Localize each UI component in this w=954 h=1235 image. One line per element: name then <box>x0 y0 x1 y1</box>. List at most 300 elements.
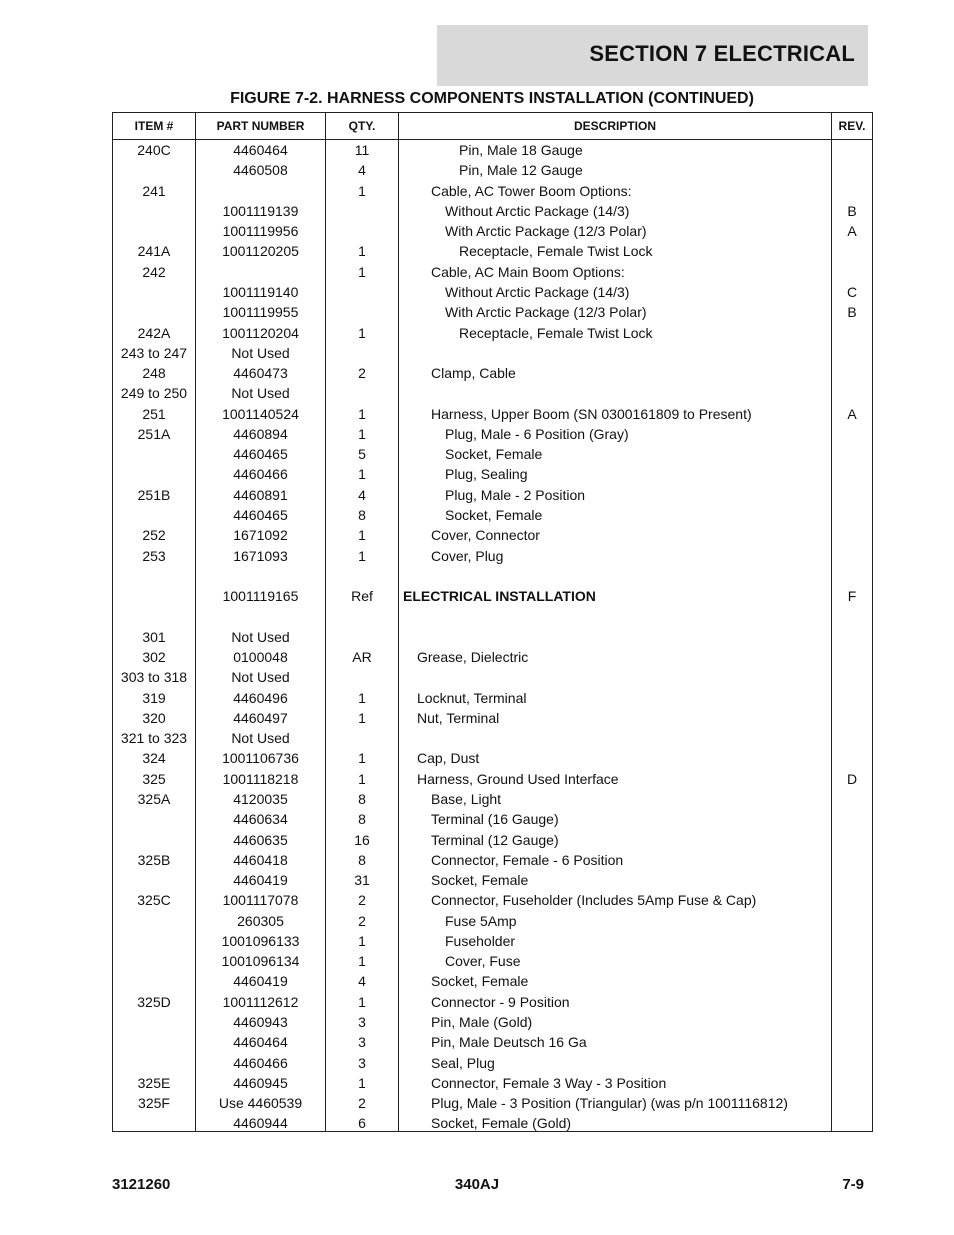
description-cell: Terminal (16 Gauge) <box>431 811 559 828</box>
description-cell <box>399 606 831 626</box>
part-number-cell: 4460945 <box>233 1074 288 1091</box>
description-cell: Cover, Connector <box>431 527 540 544</box>
description-cell: Cable, AC Main Boom Options: <box>431 263 625 280</box>
item-number-cell: 325E <box>137 1074 171 1091</box>
description-cell: Locknut, Terminal <box>417 689 527 706</box>
part-number-cell: 4460508 <box>233 162 288 179</box>
description-cell: Plug, Male - 6 Position (Gray) <box>445 425 629 442</box>
item-number-cell: 319 <box>142 689 166 706</box>
description-cell: Harness, Ground Used Interface <box>417 770 619 787</box>
qty-cell: 1 <box>358 993 366 1010</box>
qty-cell: 1 <box>358 547 366 564</box>
table-row <box>113 1012 872 1032</box>
description-cell <box>399 383 831 403</box>
section-title: SECTION 7 ELECTRICAL <box>589 41 855 66</box>
table-row <box>113 809 872 829</box>
rev-cell <box>832 444 872 464</box>
part-number-cell: 1001140524 <box>222 405 299 422</box>
qty-cell: 1 <box>358 324 366 341</box>
item-number-cell: 320 <box>142 709 166 726</box>
part-number-cell: 1001112612 <box>222 993 299 1010</box>
item-number-cell <box>113 201 195 221</box>
table-row <box>113 870 872 890</box>
item-number-cell <box>113 830 195 850</box>
table-row <box>113 992 872 1012</box>
qty-cell: 6 <box>358 1115 366 1132</box>
item-number-cell: 240C <box>137 142 171 158</box>
part-number-cell: 1001119139 <box>222 202 299 219</box>
description-cell: With Arctic Package (12/3 Polar) <box>445 304 647 321</box>
part-number-cell: 4120035 <box>233 790 288 807</box>
description-cell: Connector, Female - 6 Position <box>431 851 624 868</box>
qty-cell <box>326 201 398 221</box>
qty-cell: 8 <box>358 811 366 828</box>
qty-cell: 1 <box>358 750 366 767</box>
item-number-cell: 251 <box>142 405 166 422</box>
table-row <box>113 444 872 464</box>
item-number-cell <box>113 1113 195 1133</box>
description-cell: Socket, Female (Gold) <box>431 1115 572 1132</box>
table-row <box>113 262 872 282</box>
qty-cell: 2 <box>358 365 366 382</box>
part-number-cell: 1001120204 <box>222 324 299 341</box>
rev-cell <box>832 688 872 708</box>
item-number-cell: 241A <box>137 243 171 260</box>
rev-cell <box>832 708 872 728</box>
table-row <box>113 911 872 931</box>
part-number-cell: 260305 <box>237 912 284 929</box>
header-part-number: PART NUMBER <box>216 119 305 133</box>
part-number-cell: 4460466 <box>233 1054 288 1071</box>
rev-cell <box>832 789 872 809</box>
qty-cell: Ref <box>351 588 373 605</box>
rev-cell <box>832 566 872 586</box>
item-number-cell: 301 <box>142 628 166 645</box>
part-number-cell: 4460496 <box>233 689 288 706</box>
qty-cell: 5 <box>358 446 366 463</box>
rev-cell <box>832 1093 872 1113</box>
rev-cell <box>832 911 872 931</box>
table-row <box>113 525 872 545</box>
item-number-cell: 242A <box>137 324 171 341</box>
table-row <box>113 464 872 484</box>
item-number-cell: 248 <box>142 365 166 382</box>
rev-cell <box>832 262 872 282</box>
description-cell <box>399 728 831 748</box>
figure-title: FIGURE 7-2. HARNESS COMPONENTS INSTALLATION (CONTINUED) <box>230 90 754 107</box>
qty-cell: 1 <box>358 182 366 199</box>
item-number-cell <box>113 302 195 322</box>
table-row <box>113 1073 872 1093</box>
description-cell: Nut, Terminal <box>417 709 500 726</box>
item-number-cell <box>113 971 195 991</box>
table-row <box>113 769 872 789</box>
item-number-cell: 241 <box>142 182 166 199</box>
table-row <box>113 181 872 201</box>
rev-cell <box>832 748 872 768</box>
qty-cell: 1 <box>358 932 366 949</box>
description-cell: Without Arctic Package (14/3) <box>445 283 630 300</box>
rev-cell <box>832 1032 872 1052</box>
qty-cell: 1 <box>358 263 366 280</box>
rev-cell <box>832 992 872 1012</box>
rev-cell <box>832 525 872 545</box>
description-cell: Without Arctic Package (14/3) <box>445 202 630 219</box>
item-number-cell: 303 to 318 <box>120 669 188 686</box>
table-row <box>113 667 872 687</box>
item-number-cell: 253 <box>142 547 166 564</box>
item-number-cell <box>113 951 195 971</box>
description-cell: Fuse 5Amp <box>445 912 517 929</box>
part-number-cell: 4460634 <box>233 811 288 828</box>
rev-cell <box>832 890 872 910</box>
header-description: DESCRIPTION <box>573 119 656 133</box>
part-number-cell: 4460944 <box>233 1115 288 1132</box>
table-row <box>113 485 872 505</box>
rev-cell <box>832 140 872 160</box>
part-number-cell: 1671092 <box>233 527 288 544</box>
rev-cell <box>832 546 872 566</box>
table-row <box>113 708 872 728</box>
rev-cell <box>832 160 872 180</box>
item-number-cell <box>113 1012 195 1032</box>
description-cell: Connector, Female 3 Way - 3 Position <box>431 1074 667 1091</box>
item-number-cell: 325B <box>137 851 171 868</box>
item-number-cell: 251B <box>137 486 171 503</box>
table-row <box>113 586 872 606</box>
description-cell: Grease, Dielectric <box>417 649 529 665</box>
description-cell: Terminal (12 Gauge) <box>431 831 559 848</box>
part-number-cell: Use 4460539 <box>218 1095 303 1112</box>
part-number-cell: 0100048 <box>233 649 288 665</box>
part-number-cell: Not Used <box>231 669 290 686</box>
part-number-cell: 4460465 <box>233 446 288 463</box>
table-row <box>113 241 872 261</box>
qty-cell <box>326 728 398 748</box>
rev-cell <box>832 323 872 343</box>
qty-cell: 2 <box>358 1095 366 1112</box>
rev-cell <box>832 728 872 748</box>
qty-cell: 16 <box>354 831 370 848</box>
rev-cell <box>832 971 872 991</box>
qty-cell: 31 <box>354 872 370 889</box>
qty-cell <box>326 343 398 363</box>
item-number-cell <box>113 221 195 241</box>
rev-cell <box>832 181 872 201</box>
part-number-cell: 1001120205 <box>222 243 299 260</box>
description-cell: Clamp, Cable <box>431 365 516 382</box>
description-cell <box>399 627 831 647</box>
rev-cell <box>832 647 872 667</box>
rev-cell: B <box>847 304 857 321</box>
description-cell: Receptacle, Female Twist Lock <box>459 324 653 341</box>
item-number-cell: 249 to 250 <box>120 385 188 402</box>
description-cell: Cap, Dust <box>417 750 480 767</box>
table-row <box>113 606 872 626</box>
rev-cell: A <box>847 405 857 422</box>
qty-cell: 3 <box>358 1014 366 1031</box>
item-number-cell <box>113 566 195 586</box>
item-number-cell <box>113 282 195 302</box>
document-number: 3121260 <box>112 1176 171 1193</box>
qty-cell: 1 <box>358 1074 366 1091</box>
table-row <box>113 404 872 424</box>
table-row <box>113 282 872 302</box>
description-cell: Base, Light <box>431 790 502 807</box>
part-number-cell: 1001119165 <box>222 588 299 605</box>
part-number-cell <box>196 181 325 201</box>
qty-cell: 3 <box>358 1034 366 1051</box>
qty-cell <box>326 627 398 647</box>
qty-cell: 1 <box>358 243 366 260</box>
item-number-cell <box>113 1053 195 1073</box>
item-number-cell <box>113 931 195 951</box>
rev-cell <box>832 951 872 971</box>
qty-cell <box>326 383 398 403</box>
table-row <box>113 343 872 363</box>
item-number-cell: 325D <box>137 993 171 1010</box>
rev-cell: D <box>846 770 858 787</box>
table-row <box>113 160 872 180</box>
table-header-row <box>113 113 872 140</box>
item-number-cell: 325C <box>137 892 171 909</box>
part-number-cell: 4460497 <box>233 709 288 726</box>
rev-cell <box>832 383 872 403</box>
description-cell: Cover, Fuse <box>445 953 521 970</box>
part-number-cell: 1001119955 <box>222 304 299 321</box>
table-row <box>113 971 872 991</box>
description-cell: Socket, Female <box>431 973 529 990</box>
table-row <box>113 951 872 971</box>
qty-cell: 1 <box>358 405 366 422</box>
part-number-cell: 4460894 <box>233 425 288 442</box>
qty-cell: 2 <box>358 912 366 929</box>
table-row <box>113 1113 872 1133</box>
part-number-cell: Not Used <box>231 730 290 747</box>
part-number-cell: 1001096133 <box>221 932 300 949</box>
section-banner <box>437 25 868 86</box>
part-number-cell: 1001106736 <box>222 750 299 767</box>
item-number-cell <box>113 809 195 829</box>
qty-cell: 11 <box>354 142 370 158</box>
description-cell: Connector - 9 Position <box>431 993 570 1010</box>
description-cell: Receptacle, Female Twist Lock <box>459 243 653 260</box>
description-cell: Pin, Male 18 Gauge <box>459 142 583 158</box>
item-number-cell <box>113 586 195 606</box>
item-number-cell: 242 <box>142 263 166 280</box>
table-row <box>113 1093 872 1113</box>
table-row <box>113 546 872 566</box>
rev-cell <box>832 606 872 626</box>
table-row <box>113 931 872 951</box>
rev-cell <box>832 627 872 647</box>
table-row <box>113 688 872 708</box>
description-cell: Pin, Male 12 Gauge <box>459 162 583 179</box>
part-number-cell: Not Used <box>231 628 290 645</box>
item-number-cell: 321 to 323 <box>120 730 188 747</box>
table-row <box>113 424 872 444</box>
rev-cell <box>832 424 872 444</box>
item-number-cell <box>113 464 195 484</box>
description-cell <box>399 667 831 687</box>
rev-cell <box>832 464 872 484</box>
qty-cell: 8 <box>358 507 366 524</box>
table-row <box>113 363 872 383</box>
description-cell: Cable, AC Tower Boom Options: <box>431 182 632 199</box>
description-cell: Cover, Plug <box>431 547 504 564</box>
item-number-cell: 324 <box>142 750 166 767</box>
table-row <box>113 505 872 525</box>
part-number-cell: Not Used <box>231 385 290 402</box>
part-number-cell: 4460464 <box>233 142 288 158</box>
qty-cell: 8 <box>358 790 366 807</box>
table-row <box>113 830 872 850</box>
rev-cell <box>832 809 872 829</box>
qty-cell: 4 <box>358 162 366 179</box>
table-row <box>113 302 872 322</box>
qty-cell: 1 <box>358 953 366 970</box>
part-number-cell: 1001096134 <box>221 953 300 970</box>
page-number: 7-9 <box>842 1176 864 1193</box>
description-cell: Socket, Female <box>445 507 543 524</box>
table-row <box>113 1053 872 1073</box>
part-number-cell: 4460464 <box>233 1034 288 1051</box>
qty-cell: AR <box>352 649 372 665</box>
qty-cell: 1 <box>358 709 366 726</box>
rev-cell <box>832 850 872 870</box>
rev-cell: C <box>846 283 858 300</box>
qty-cell <box>326 221 398 241</box>
item-number-cell <box>113 160 195 180</box>
table-row <box>113 647 872 667</box>
table-row <box>113 201 872 221</box>
header-qty: QTY. <box>348 119 376 133</box>
qty-cell <box>326 566 398 586</box>
qty-cell <box>326 302 398 322</box>
parts-table <box>112 112 873 1132</box>
description-cell: Harness, Upper Boom (SN 0300161809 to Present) <box>431 405 752 422</box>
part-number-cell: 4460635 <box>233 831 288 848</box>
description-cell: With Arctic Package (12/3 Polar) <box>445 223 647 240</box>
rev-cell <box>832 343 872 363</box>
description-cell: Pin, Male Deutsch 16 Ga <box>431 1034 587 1051</box>
rev-cell <box>832 363 872 383</box>
qty-cell: 3 <box>358 1054 366 1071</box>
part-number-cell: 1001118218 <box>222 770 299 787</box>
part-number-cell: 1671093 <box>233 547 288 564</box>
description-cell: Seal, Plug <box>431 1054 495 1071</box>
part-number-cell: 4460419 <box>233 872 288 889</box>
rev-cell <box>832 1113 872 1133</box>
table-row <box>113 383 872 403</box>
rev-cell <box>832 241 872 261</box>
part-number-cell: 4460943 <box>233 1014 288 1031</box>
item-number-cell <box>113 444 195 464</box>
description-cell: Connector, Fuseholder (Includes 5Amp Fuse & Cap) <box>431 892 757 909</box>
description-cell: Plug, Male - 2 Position <box>445 486 586 503</box>
part-number-cell: 4460466 <box>233 466 288 483</box>
part-number-cell <box>196 262 325 282</box>
table-row <box>113 627 872 647</box>
rev-cell <box>832 505 872 525</box>
rev-cell <box>832 830 872 850</box>
rev-cell <box>832 870 872 890</box>
part-number-cell: 4460891 <box>233 486 288 503</box>
rev-cell <box>832 485 872 505</box>
item-number-cell <box>113 505 195 525</box>
table-row <box>113 221 872 241</box>
description-cell <box>399 566 831 586</box>
item-number-cell: 243 to 247 <box>120 344 188 361</box>
table-row <box>113 566 872 586</box>
table-row <box>113 748 872 768</box>
item-number-cell <box>113 606 195 626</box>
item-number-cell: 302 <box>142 649 166 665</box>
part-number-cell <box>196 606 325 626</box>
description-cell: Plug, Male - 3 Position (Triangular) (was p/n 1001116812) <box>431 1095 788 1112</box>
qty-cell <box>326 667 398 687</box>
description-cell: Fuseholder <box>445 932 516 949</box>
table-row <box>113 323 872 343</box>
item-number-cell <box>113 1032 195 1052</box>
qty-cell <box>326 282 398 302</box>
item-number-cell: 325A <box>137 790 171 807</box>
rev-cell: A <box>847 223 857 240</box>
qty-cell: 1 <box>358 425 366 442</box>
qty-cell: 2 <box>358 892 366 909</box>
item-number-cell <box>113 870 195 890</box>
qty-cell <box>326 606 398 626</box>
header-rev: REV. <box>838 119 866 133</box>
part-number-cell <box>196 566 325 586</box>
part-number-cell: Not Used <box>231 344 290 361</box>
rev-cell: F <box>847 588 857 605</box>
description-cell: Socket, Female <box>445 446 543 463</box>
description-cell: Socket, Female <box>431 872 529 889</box>
item-number-cell <box>113 911 195 931</box>
part-number-cell: 1001117078 <box>222 892 299 909</box>
table-row <box>113 789 872 809</box>
item-number-cell: 251A <box>137 425 171 442</box>
qty-cell: 4 <box>358 486 366 503</box>
part-number-cell: 4460465 <box>233 507 288 524</box>
qty-cell: 1 <box>358 689 366 706</box>
description-cell: ELECTRICAL INSTALLATION <box>403 588 596 605</box>
part-number-cell: 4460473 <box>233 365 288 382</box>
item-number-cell: 325F <box>138 1095 170 1112</box>
qty-cell: 8 <box>358 851 366 868</box>
table-row <box>113 890 872 910</box>
table-row <box>113 728 872 748</box>
qty-cell: 1 <box>358 527 366 544</box>
rev-cell <box>832 1012 872 1032</box>
rev-cell: B <box>847 202 857 219</box>
part-number-cell: 4460418 <box>233 851 288 868</box>
description-cell: Pin, Male (Gold) <box>431 1014 533 1031</box>
rev-cell <box>832 931 872 951</box>
description-cell: Plug, Sealing <box>445 466 528 483</box>
header-item: ITEM # <box>134 119 174 133</box>
item-number-cell: 325 <box>142 770 166 787</box>
rev-cell <box>832 1053 872 1073</box>
part-number-cell: 1001119956 <box>222 223 299 240</box>
item-number-cell: 252 <box>142 527 166 544</box>
table-row <box>113 850 872 870</box>
qty-cell: 1 <box>358 770 366 787</box>
description-cell <box>399 343 831 363</box>
table-row <box>113 1032 872 1052</box>
part-number-cell: 4460419 <box>233 973 288 990</box>
